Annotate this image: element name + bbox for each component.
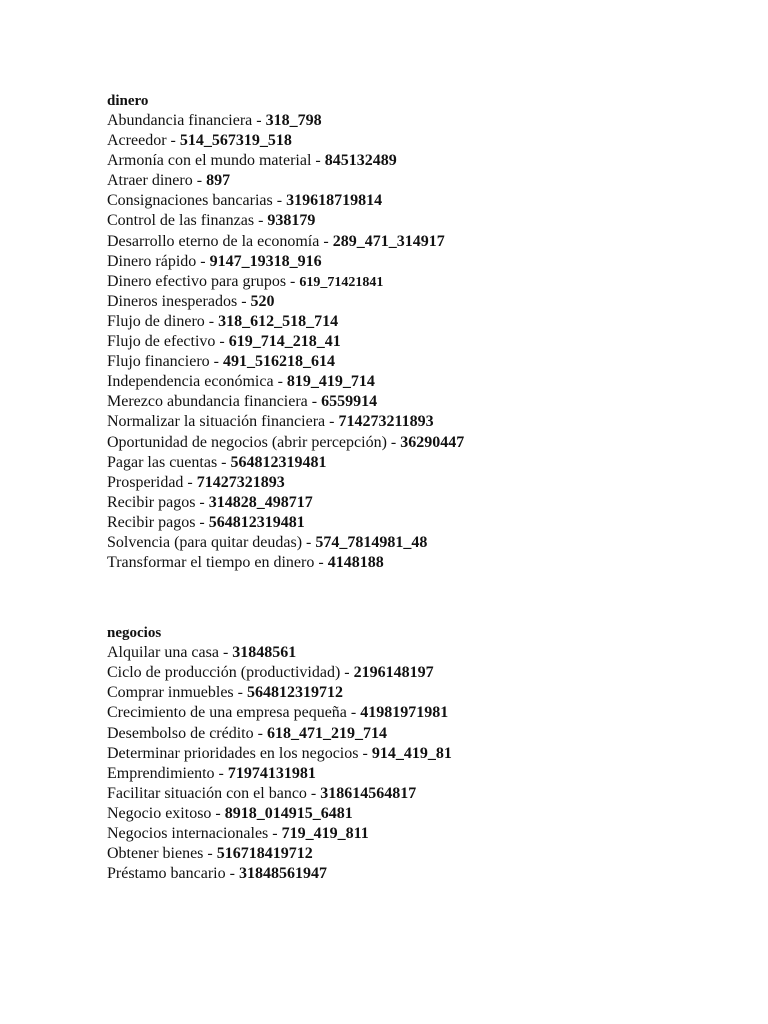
entry-code: 618_471_219_714 [266,724,387,742]
entry-label: Desarrollo eterno de la economía - [107,232,333,250]
entry-code: 2196148197 [353,664,434,682]
list-item [107,312,747,332]
entry-code: 31848561 [232,644,297,662]
list-item [107,232,747,252]
list-item [107,252,747,272]
list-item [107,191,747,211]
entry-code: 845132489 [324,152,397,170]
entry-code: 318_798 [265,112,322,129]
list-item [107,372,747,392]
entry-label: Emprendimiento - [107,764,228,782]
entry-code: 514_567319_518 [179,132,292,150]
list-item [107,332,747,352]
entry-code: 289_471_314917 [332,232,445,250]
entry-label: Flujo de dinero - [107,312,219,330]
list-item [107,513,747,533]
entry-code: 71974131981 [227,764,316,782]
entry-code: 938179 [267,212,316,230]
entry-code: 619_71421841 [299,274,384,290]
entry-label: Desembolso de crédito - [107,724,267,742]
entry-code: 318_612_518_714 [218,312,339,330]
entry-label: Solvencia (para quitar deudas) - [107,533,316,551]
entry-label: Pagar las cuentas - [107,453,231,471]
entry-label: Atraer dinero - [107,172,207,190]
entry-label: Dinero efectivo para grupos - [107,272,300,290]
list-item [107,663,747,683]
list-item [107,453,747,473]
section-title: dinero [107,93,149,109]
list-item [107,553,747,573]
section-spacer [107,573,747,623]
entry-label: Armonía con el mundo material - [107,152,325,170]
entry-code: 8918_014915_6481 [224,804,353,822]
entry-label: Oportunidad de negocios (abrir percepción) - [107,433,401,451]
entry-label: Transformar el tiempo en dinero - [107,554,328,572]
entry-code: 41981971981 [360,704,449,722]
entry-code: 6559914 [321,393,378,411]
entry-label: Recibir pagos - [107,493,209,511]
entry-code: 564812319481 [208,513,305,531]
list-item [107,764,747,784]
entry-code: 319618719814 [286,192,383,210]
entry-label: Control de las finanzas - [107,212,268,230]
list-item [107,211,747,231]
entry-code: 516718419712 [216,845,313,863]
entry-label: Alquilar una casa - [107,644,233,662]
list-item [107,864,747,884]
entry-label: Facilitar situación con el banco - [107,784,321,802]
list-item [107,352,747,372]
list-item [107,643,747,663]
entry-label: Comprar inmuebles - [107,684,247,702]
entry-code: 36290447 [400,433,465,451]
entry-label: Ciclo de producción (productividad) - [107,664,354,682]
entry-code: 564812319481 [230,453,327,471]
entry-code: 564812319712 [246,684,343,702]
list-item [107,744,747,764]
entry-label: Flujo de efectivo - [107,333,229,351]
entry-label: Préstamo bancario - [107,865,239,883]
entry-label: Negocios internacionales - [107,825,282,842]
entry-code: 491_516218_614 [222,353,335,371]
entry-code: 574_7814981_48 [315,533,428,551]
entry-code: 520 [250,292,275,310]
entry-code: 619_714_218_41 [228,333,341,351]
entry-label: Independencia económica - [107,373,287,391]
entry-label: Consignaciones bancarias - [107,192,287,210]
list-item [107,131,747,151]
list-item [107,683,747,703]
entry-code: 318614564817 [320,784,417,802]
list-item [107,844,747,864]
entry-label: Dinero rápido - [107,252,210,270]
entry-label: Prosperidad - [107,473,197,491]
entry-code: 4148188 [327,554,384,572]
entry-code: 9147_19318_916 [209,252,322,270]
list-item [107,824,747,844]
list-item [107,473,747,493]
entry-label: Normalizar la situación financiera - [107,413,339,431]
list-item [107,493,747,513]
section-title: negocios [107,625,162,642]
entry-code: 719_419_811 [281,825,369,842]
entry-label: Flujo financiero - [107,353,223,371]
entry-code: 897 [206,172,231,190]
list-item [107,111,747,131]
entry-code: 819_419_714 [286,373,375,391]
entry-label: Dineros inesperados - [107,292,251,310]
entry-label: Negocio exitoso - [107,804,225,822]
list-item [107,292,747,312]
list-item [107,724,747,744]
list-item [107,433,747,453]
entry-code: 31848561947 [238,865,327,883]
entry-label: Abundancia financiera - [107,112,266,129]
list-item [107,272,747,292]
entry-code: 914_419_81 [371,744,452,762]
section-dinero [107,91,747,573]
list-item [107,804,747,824]
entry-label: Acreedor - [107,132,180,150]
entry-label: Recibir pagos - [107,513,209,531]
entry-code: 71427321893 [196,473,285,491]
entry-label: Determinar prioridades en los negocios - [107,744,372,762]
list-item [107,784,747,804]
section-negocios [107,623,747,884]
list-item [107,533,747,553]
list-item [107,171,747,191]
list-item [107,703,747,723]
entry-label: Crecimiento de una empresa pequeña - [107,704,361,722]
entry-code: 314828_498717 [208,493,313,511]
entry-label: Obtener bienes - [107,845,217,863]
list-item [107,412,747,432]
list-item [107,151,747,171]
document-page [107,91,747,884]
entry-label: Merezco abundancia financiera - [107,393,322,411]
list-item [107,392,747,412]
entry-code: 714273211893 [338,413,434,431]
